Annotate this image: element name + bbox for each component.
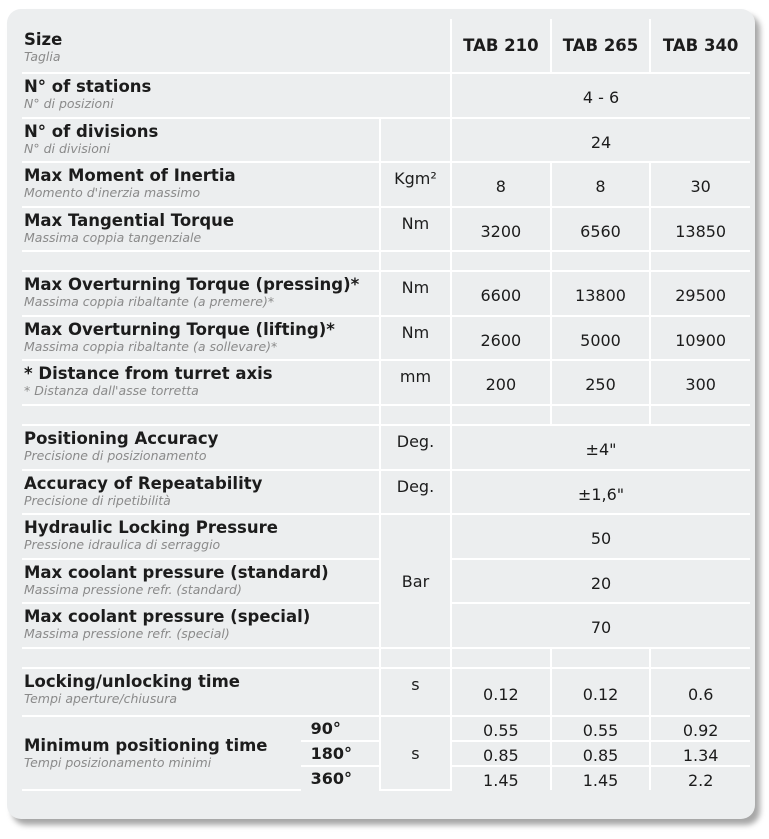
model-header: TAB 265 <box>551 19 651 73</box>
divisions-row <box>22 118 750 162</box>
repeat-accuracy-row <box>22 470 750 514</box>
divisions-value: 24 <box>451 118 750 162</box>
overturn-lift-row <box>22 316 750 360</box>
value-cell: 1.45 <box>451 766 551 790</box>
row-label-it: * Distanza dall'asse torretta <box>24 383 199 398</box>
row-label-it: Momento d'inerzia massimo <box>24 185 201 200</box>
value-cell: 6600 <box>451 271 551 316</box>
unit-cell: Deg. <box>380 470 451 514</box>
row-label: Max coolant pressure (special) <box>24 607 311 626</box>
value-cell: 2600 <box>451 316 551 360</box>
size-label-it: Taglia <box>24 49 61 64</box>
row-label-it: Massima coppia ribaltante (a sollevare)* <box>24 339 278 354</box>
row-label-it: Precisione di posizionamento <box>24 448 207 463</box>
row-label-it: N° di posizioni <box>24 96 114 111</box>
model-header: TAB 210 <box>451 19 551 73</box>
lock-time-row <box>22 668 750 716</box>
value-cell: 70 <box>451 603 750 648</box>
row-label: Locking/unlocking time <box>24 672 240 691</box>
value-cell: 30 <box>650 162 750 207</box>
unit-cell: Kgm² <box>380 162 451 207</box>
value-cell: 3200 <box>451 207 551 251</box>
min-pos-row-90 <box>22 716 750 741</box>
spacer-row <box>22 405 750 425</box>
size-label: Size <box>24 30 63 49</box>
row-label: Positioning Accuracy <box>24 429 219 448</box>
row-label: * Distance from turret axis <box>24 364 273 383</box>
value-cell: 29500 <box>650 271 750 316</box>
value-cell: 0.6 <box>650 668 750 716</box>
value-cell: 6560 <box>551 207 651 251</box>
angle-label: 180° <box>301 741 380 766</box>
value-cell: 1.45 <box>551 766 651 790</box>
row-label: Minimum positioning time <box>24 736 268 755</box>
value-cell: 0.55 <box>551 716 651 741</box>
inertia-row <box>22 162 750 207</box>
unit-cell: Nm <box>380 316 451 360</box>
value-cell: 20 <box>451 559 750 603</box>
value-cell: ±1,6" <box>451 470 750 514</box>
angle-label: 90° <box>301 716 380 741</box>
value-cell: 8 <box>451 162 551 207</box>
value-cell: 50 <box>451 514 750 559</box>
row-label: Max Overturning Torque (pressing)* <box>24 275 360 294</box>
distance-row <box>22 360 750 405</box>
unit-cell: Deg. <box>380 425 451 470</box>
spacer-row <box>22 648 750 668</box>
value-cell: 200 <box>451 360 551 405</box>
value-cell: 0.85 <box>451 741 551 766</box>
hyd-pressure-row <box>22 514 750 559</box>
value-cell: 0.92 <box>650 716 750 741</box>
row-label: Max Overturning Torque (lifting)* <box>24 320 335 339</box>
value-cell: 300 <box>650 360 750 405</box>
row-label: Accuracy of Repeatability <box>24 474 263 493</box>
value-cell: 2.2 <box>650 766 750 790</box>
value-cell: 0.12 <box>551 668 651 716</box>
row-label-it: Precisione di ripetibilità <box>24 493 171 508</box>
unit-cell: Nm <box>380 271 451 316</box>
unit-cell: s <box>380 668 451 716</box>
value-cell: 13800 <box>551 271 651 316</box>
row-label-it: Pressione idraulica di serraggio <box>24 537 221 552</box>
row-label-it: Massima coppia ribaltante (a premere)* <box>24 294 275 309</box>
angle-label: 360° <box>310 769 352 788</box>
unit-cell: s <box>380 716 451 790</box>
row-label: N° of stations <box>24 77 152 96</box>
value-cell: 5000 <box>551 316 651 360</box>
pos-accuracy-row <box>22 425 750 470</box>
stations-row <box>22 73 750 118</box>
row-label-it: Massima pressione refr. (standard) <box>24 582 242 597</box>
value-cell: 8 <box>551 162 651 207</box>
value-cell: 0.85 <box>551 741 651 766</box>
row-label: N° of divisions <box>24 122 159 141</box>
stations-value: 4 - 6 <box>451 73 750 118</box>
row-label: Max Moment of Inertia <box>24 166 236 185</box>
value-cell: 0.55 <box>451 716 551 741</box>
value-cell: 250 <box>551 360 651 405</box>
value-cell: 0.12 <box>451 668 551 716</box>
unit-cell: mm <box>380 360 451 405</box>
header-row <box>22 19 750 73</box>
tangential-row <box>22 207 750 251</box>
row-label: Hydraulic Locking Pressure <box>24 518 278 537</box>
value-cell: 13850 <box>650 207 750 251</box>
specifications-table <box>22 19 750 791</box>
row-label: Max Tangential Torque <box>24 211 235 230</box>
value-cell: ±4" <box>451 425 750 470</box>
row-label-it: Tempi aperture/chiusura <box>24 691 178 706</box>
specifications-card <box>7 9 755 819</box>
value-cell: 1.34 <box>650 741 750 766</box>
pressure-unit: Bar <box>380 514 451 648</box>
row-label-it: N° di divisioni <box>24 141 111 156</box>
row-label-it: Tempi posizionamento minimi <box>24 755 212 770</box>
row-label-it: Massima coppia tangenziale <box>24 230 202 245</box>
overturn-press-row <box>22 271 750 316</box>
spacer-row <box>22 251 750 271</box>
value-cell: 10900 <box>650 316 750 360</box>
unit-cell: Nm <box>380 207 451 251</box>
row-label-it: Massima pressione refr. (special) <box>24 626 230 641</box>
model-header: TAB 340 <box>650 19 750 73</box>
row-label: Max coolant pressure (standard) <box>24 563 329 582</box>
